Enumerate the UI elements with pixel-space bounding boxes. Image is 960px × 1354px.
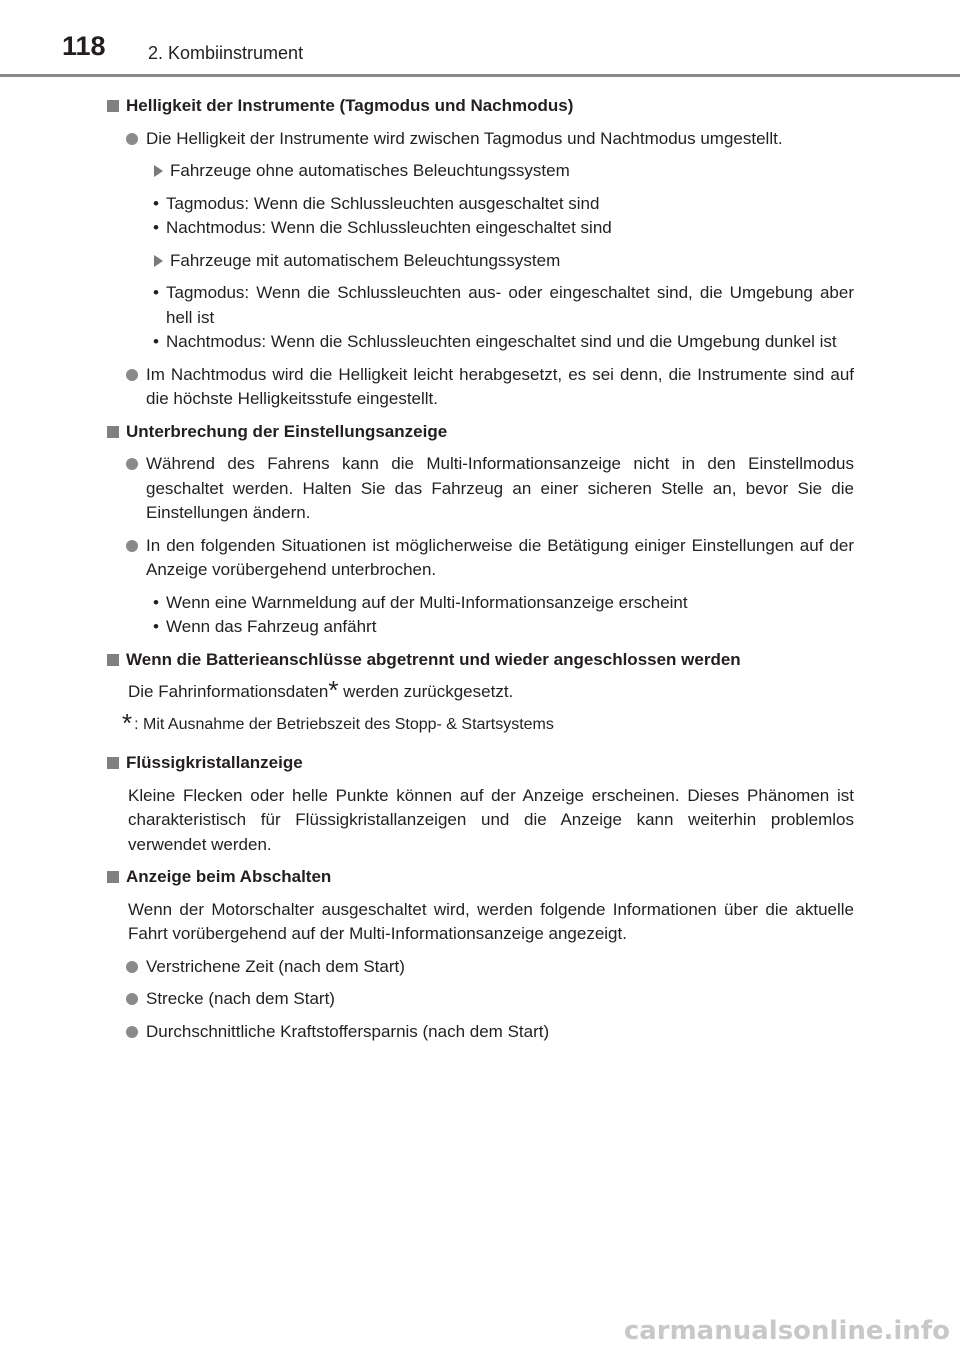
watermark: carmanualsonline.info [623,1316,950,1346]
list-item: • Nachtmodus: Wenn die Schlussleuchten eingeschaltet sind [146,216,854,241]
list-item: In den folgenden Situationen ist möglicherweise die Betätigung einiger Einstellungen auf der Anzeige vorübergehend unterbrochen. [126,534,854,583]
square-bullet-icon [107,654,119,666]
circle-bullet-icon [126,133,138,145]
square-bullet-icon [107,757,119,769]
chapter-title: 2. Kombiinstrument [148,43,304,63]
battery-paragraph: Die Fahrinformationsdaten* werden zurückgesetzt. [128,675,514,705]
page-number: 118 [62,31,106,61]
circle-bullet-icon [126,1026,138,1038]
square-bullet-icon [107,426,119,438]
circle-bullet-icon [126,961,138,973]
list-item: Die Helligkeit der Instrumente wird zwischen Tagmodus und Nachtmodus umgestellt. [126,127,854,152]
bullet-list [146,281,854,355]
subheading-with-auto-light: Fahrzeuge mit automatischem Beleuchtungssystem [150,249,854,274]
header-divider [0,74,960,77]
list-item: Durchschnittliche Kraftstoffersparnis (nach dem Start) [126,1020,854,1045]
list-item: Strecke (nach dem Start) [126,987,854,1012]
bullet-dot-icon: • [153,193,159,213]
section-heading-brightness: Helligkeit der Instrumente (Tagmodus und Nachmodus) [106,94,854,119]
page-header [0,0,960,80]
triangle-arrow-icon [154,255,163,267]
square-bullet-icon [107,100,119,112]
list-item: Verstrichene Zeit (nach dem Start) [126,955,854,980]
list-item: • Nachtmodus: Wenn die Schlussleuchten eingeschaltet sind und die Umgebung dunkel ist [146,330,854,355]
bullet-dot-icon: • [153,283,159,302]
bullet-list [146,591,854,640]
square-bullet-icon [107,871,119,883]
section-heading-interruption: Unterbrechung der Einstellungsanzeige [106,420,854,445]
triangle-arrow-icon [154,165,163,177]
circle-bullet-icon [126,993,138,1005]
bullet-dot-icon: • [153,218,159,237]
bullet-list [146,192,854,241]
footnote-marker: * [328,675,339,705]
circle-bullet-icon [126,369,138,381]
list-item: • Tagmodus: Wenn die Schlussleuchten aus- oder eingeschaltet sind, die Umgebung aber hell ist [146,281,854,330]
footnote-star: * [122,707,133,738]
section-heading-battery: Wenn die Batterieanschlüsse abgetrennt und wieder angeschlossen werden [106,648,854,673]
page-content [106,88,854,1052]
subheading-without-auto-light: Fahrzeuge ohne automatisches Beleuchtungssystem [150,159,854,184]
circle-bullet-icon [126,458,138,470]
list-item: • Wenn das Fahrzeug anfährt [146,615,854,640]
list-item: • Wenn eine Warnmeldung auf der Multi-Informationsanzeige erscheint [146,591,854,616]
list-item: Während des Fahrens kann die Multi-Informationsanzeige nicht in den Einstellmodus geschaltet werden. Halten Sie das Fahrzeug an einer sicheren Stelle an, bevor Sie die Einstellungen ändern. [126,452,854,526]
bullet-dot-icon: • [153,332,159,351]
shutdown-paragraph: Wenn der Motorschalter ausgeschaltet wird, werden folgende Informationen über die aktuelle Fahrt vorübergehend auf der Multi-Informationsanzeige angezeigt. [128,899,854,943]
lcd-paragraph: Kleine Flecken oder helle Punkte können auf der Anzeige erscheinen. Dieses Phänomen ist charakteristisch für Flüssigkristallanzeigen und die Anzeige kann weiterhin problemlos verwendet werden. [128,785,854,854]
list-item: Im Nachtmodus wird die Helligkeit leicht herabgesetzt, es sei denn, die Instrumente sind auf die höchste Helligkeitsstufe eingestellt. [126,363,854,412]
footnote: * : Mit Ausnahme der Betriebszeit des Stopp- & Startsystems [122,707,554,738]
list-item: • Tagmodus: Wenn die Schlussleuchten ausgeschaltet sind [146,192,854,217]
bullet-dot-icon: • [153,617,159,636]
bullet-dot-icon: • [153,592,159,612]
section-heading-shutdown: Anzeige beim Abschalten [106,865,854,890]
section-heading-lcd: Flüssigkristallanzeige [106,751,854,776]
circle-bullet-icon [126,540,138,552]
